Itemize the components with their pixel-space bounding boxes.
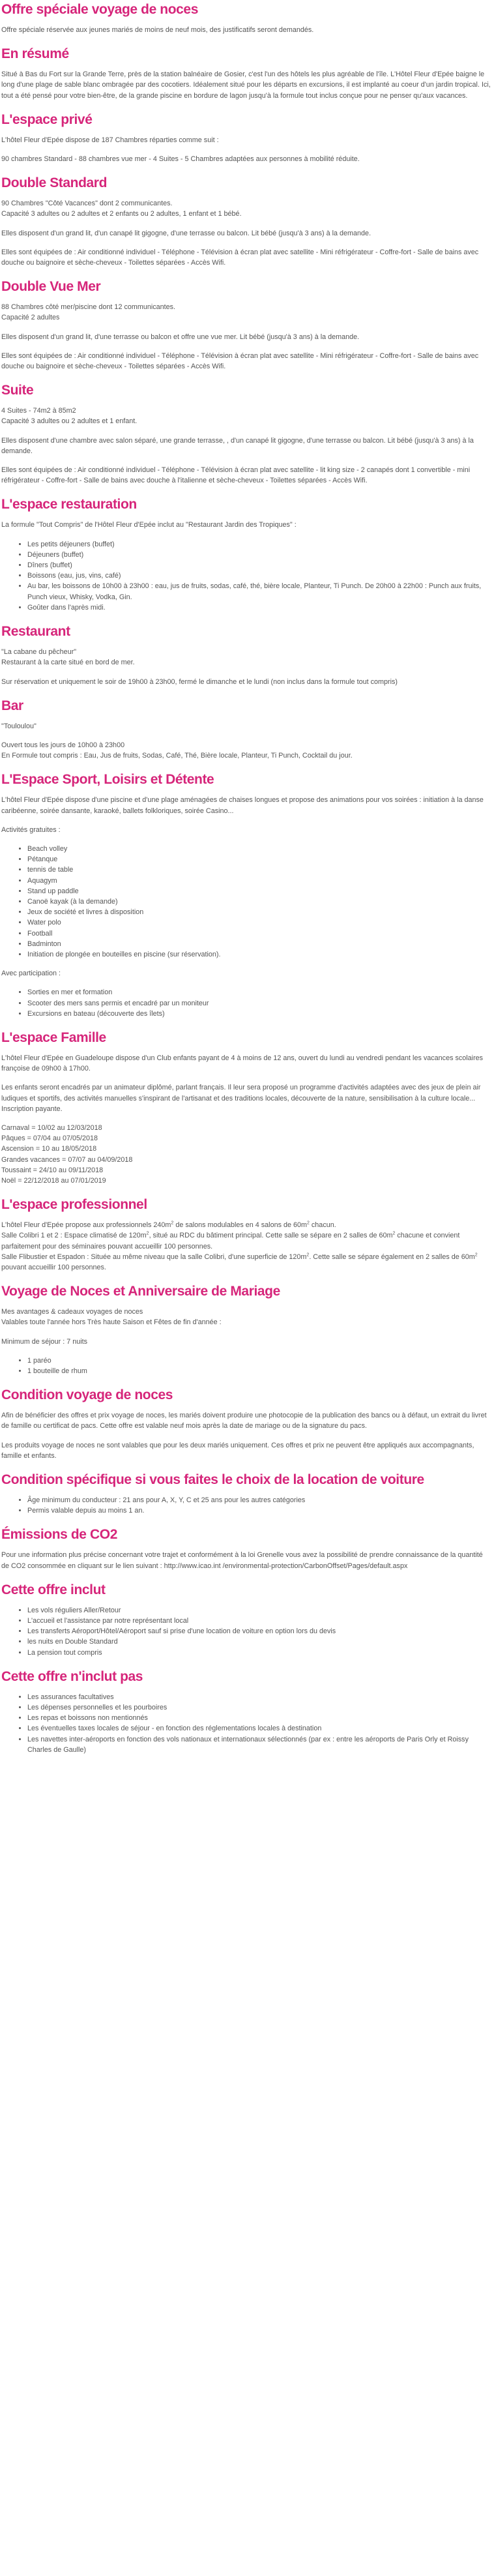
famille-date: Pâques = 07/04 au 07/05/2018 bbox=[1, 1134, 98, 1143]
condition-voiture-title: Condition spécifique si vous faites le choix de la location de voiture bbox=[1, 1472, 424, 1488]
restauration-title: L'espace restauration bbox=[1, 497, 137, 512]
list-item: • Canoë kayak (à la demande) bbox=[27, 896, 491, 907]
double-vue-mer-line4: Elles sont équipées de : Air conditionné individuel - Téléphone - Télévision à écran plat avec satellite - Mini réfrigérateur - Coffre-fort - Salle de bains avec douche ou baignoire et sèche-cheveux - Toilettes séparées - Accès Wifi. bbox=[1, 351, 479, 371]
list-item: • Les éventuelles taxes locales de séjour - en fonction des réglementations locales à destination bbox=[27, 1723, 491, 1734]
list-item: • Pétanque bbox=[27, 854, 491, 865]
offre-speciale-text: Offre spéciale réservée aux jeunes mariés de moins de neuf mois, des justificatifs seront demandés. bbox=[1, 26, 314, 34]
famille-title: L'espace Famille bbox=[1, 1029, 106, 1045]
list-item: • Boissons (eau, jus, vins, café) bbox=[27, 570, 491, 581]
list-item: • Stand up paddle bbox=[27, 886, 491, 896]
list-item: • Permis valable depuis au moins 1 an. bbox=[27, 1505, 491, 1516]
inclut-title: Cette offre inclut bbox=[1, 1582, 106, 1597]
list-item: • Les navettes inter-aéroports en fonction des vols nationaux et internationaux sélectionnés (par ex : entre les aéroports de Paris Orly et Roissy Charles de Gaulle) bbox=[27, 1734, 491, 1755]
list-item: • Badminton bbox=[27, 939, 491, 949]
espace-prive-line1: L'hôtel Fleur d'Epée dispose de 187 Chambres réparties comme suit : bbox=[1, 136, 219, 144]
list-item: • Les repas et boissons non mentionnés bbox=[27, 1713, 491, 1723]
espace-prive-line2: 90 chambres Standard - 88 chambres vue mer - 4 Suites - 5 Chambres adaptées aux personnes à mobilité réduite. bbox=[1, 155, 360, 164]
professionnel-text2: Salle Colibri 1 et 2 : Espace climatisé de $120m^2$, situé au RDC du bâtiment principal. Cette salle se sépare en 2 salles de $60m^2$ chacune et convient parfaitement pour des séminaires pouvant accueillir 100 personnes. bbox=[1, 1231, 460, 1251]
condition-noces-text1: Afin de bénéficier des offres et prix voyage de noces, les mariés doivent produire une photocopie de la publication des bancs ou à défaut, un extrait du livret de famille ou certificat de pacs. Cette offre est valable neuf mois après la date de mariage ou de la signature du pacs. bbox=[1, 1412, 487, 1430]
list-item: • Scooter des mers sans permis et encadré par un moniteur bbox=[27, 998, 491, 1009]
restaurant-line1: "La cabane du pêcheur" bbox=[1, 648, 77, 657]
list-item: • Dîners (buffet) bbox=[27, 560, 491, 570]
sport-paid-list bbox=[1, 987, 491, 1019]
noces-list bbox=[1, 1355, 491, 1376]
noces-line2: Valables toute l'année hors Très haute Saison et Fêtes de fin d'année : bbox=[1, 1318, 222, 1327]
list-item: • Au bar, les boissons de 10h00 à 23h00 : eau, jus de fruits, sodas, café, thé, bière locale, Planteur, Ti Punch. De 20h00 à 22h00 : Punch aux fruits, Punch vieux, Whisky, Vodka, Gin. bbox=[27, 581, 491, 602]
suite-line2: Capacité 3 adultes ou 2 adultes et 1 enfant. bbox=[1, 417, 138, 426]
resume-title: En résumé bbox=[1, 46, 69, 62]
list-item: • Déjeuners (buffet) bbox=[27, 550, 491, 560]
sport-free-list bbox=[1, 844, 491, 960]
double-vue-mer-line1: 88 Chambres côté mer/piscine dont 12 communicantes. bbox=[1, 303, 176, 312]
list-item: • Les assurances facultatives bbox=[27, 1692, 491, 1702]
list-item: • Excursions en bateau (découverte des îlets) bbox=[27, 1009, 491, 1019]
noces-line1: Mes avantages & cadeaux voyages de noces bbox=[1, 1308, 143, 1316]
list-item: • Beach volley bbox=[27, 844, 491, 854]
condition-noces-text2: Les produits voyage de noces ne sont valables que pour les deux mariés uniquement. Ces offres et prix ne peuvent être appliqués aux accompagnants, famille et enfants. bbox=[1, 1441, 474, 1460]
famille-date: Grandes vacances = 07/07 au 04/09/2018 bbox=[1, 1155, 133, 1164]
double-standard-line2: Capacité 3 adultes ou 2 adultes et 2 enfants ou 2 adultes, 1 enfant et 1 bébé. bbox=[1, 210, 242, 218]
bar-line3: En Formule tout compris : Eau, Jus de fruits, Sodas, Café, Thé, Bière locale, Planteur, Ti Punch, Cocktail du jour. bbox=[1, 752, 353, 760]
bar-line2: Ouvert tous les jours de 10h00 à 23h00 bbox=[1, 741, 125, 749]
list-item: • tennis de table bbox=[27, 865, 491, 875]
noces-line3: Minimum de séjour : 7 nuits bbox=[1, 1337, 88, 1346]
restaurant-line2: Restaurant à la carte situé en bord de mer. bbox=[1, 659, 135, 667]
sport-title: L'Espace Sport, Loisirs et Détente bbox=[1, 772, 214, 788]
professionnel-title: L'espace professionnel bbox=[1, 1197, 147, 1213]
famille-date: Noël = 22/12/2018 au 07/01/2019 bbox=[1, 1177, 106, 1185]
double-standard-line4: Elles sont équipées de : Air conditionné individuel - Téléphone - Télévision à écran plat avec satellite - Mini réfrigérateur - Coffre-fort - Salle de bains avec douche ou baignoire et sèche-cheveux - Toilettes séparées - Accès Wifi. bbox=[1, 248, 479, 267]
professionnel-text3: Salle Flibustier et Espadon : Située au même niveau que la salle Colibri, d'une superficie de $120m^2$. Cette salle se sépare également en 2 salles de $60m^2$ pouvant accueillir 100 personnes. bbox=[1, 1252, 478, 1272]
co2-title: Émissions de CO2 bbox=[1, 1527, 117, 1543]
suite-line1: 4 Suites - 74m2 à 85m2 bbox=[1, 407, 76, 415]
suite-title: Suite bbox=[1, 383, 34, 398]
condition-voiture-list bbox=[1, 1495, 491, 1516]
ninclut-title: Cette offre n'inclut pas bbox=[1, 1668, 143, 1684]
famille-date: Carnaval = 10/02 au 12/03/2018 bbox=[1, 1123, 102, 1132]
list-item: • La pension tout compris bbox=[27, 1648, 491, 1658]
list-item: • Water polo bbox=[27, 917, 491, 928]
list-item: • Initiation de plongée en bouteilles en piscine (sur réservation). bbox=[27, 949, 491, 960]
restauration-intro: La formule "Tout Compris" de l'Hôtel Fleur d'Epée inclut au "Restaurant Jardin des Tropiques" : bbox=[1, 521, 297, 529]
list-item: • Les vols réguliers Aller/Retour bbox=[27, 1605, 491, 1616]
double-vue-mer-line3: Elles disposent d'un grand lit, d'une terrasse ou balcon et offre une vue mer. Lit bébé (jusqu'à 3 ans) à la demande. bbox=[1, 333, 360, 341]
double-standard-title: Double Standard bbox=[1, 175, 108, 191]
double-standard-line1: 90 Chambres "Côté Vacances" dont 2 communicantes. bbox=[1, 200, 173, 208]
suite-line4: Elles sont équipées de : Air conditionné individuel - Téléphone - Télévision à écran plat avec satellite - lit king size - 2 canapés dont 1 convertible - mini réfrigérateur - Coffre-fort - Salle de bains avec douche à l'italienne et sèche-cheveux - Toilettes séparées - Accès Wifi. bbox=[1, 466, 471, 485]
list-item: • Goûter dans l'après midi. bbox=[27, 602, 491, 613]
list-item: • Jeux de société et livres à disposition bbox=[27, 907, 491, 917]
list-item: • Âge minimum du conducteur : 21 ans pour A, X, Y, C et 25 ans pour les autres catégories bbox=[27, 1495, 491, 1505]
inclut-list bbox=[1, 1605, 491, 1658]
list-item: • Les dépenses personnelles et les pourboires bbox=[27, 1702, 491, 1713]
list-item: • 1 paréo bbox=[27, 1355, 491, 1366]
bar-title: Bar bbox=[1, 698, 23, 713]
restauration-list bbox=[1, 539, 491, 613]
sport-free-label: Activités gratuites : bbox=[1, 825, 61, 834]
famille-text1: L'hôtel Fleur d'Epée en Guadeloupe dispose d'un Club enfants payant de 4 à moins de 12 ans, ouvert du lundi au vendredi pendant les vacances scolaires françoise de 09h00 à 17h00. bbox=[1, 1054, 484, 1073]
condition-noces-title: Condition voyage de noces bbox=[1, 1387, 173, 1403]
offre-speciale-title: Offre spéciale voyage de noces bbox=[1, 2, 198, 17]
list-item: • Sorties en mer et formation bbox=[27, 987, 491, 998]
sport-paid-label: Avec participation : bbox=[1, 970, 61, 978]
restaurant-title: Restaurant bbox=[1, 624, 70, 640]
list-item: • 1 bouteille de rhum bbox=[27, 1366, 491, 1376]
ninclut-list bbox=[1, 1692, 491, 1755]
bar-line1: "Touloulou" bbox=[1, 722, 36, 730]
noces-title: Voyage de Noces et Anniversaire de Mariage bbox=[1, 1284, 280, 1299]
double-vue-mer-title: Double Vue Mer bbox=[1, 279, 101, 295]
famille-text2: Les enfants seront encadrés par un animateur diplômé, parlant français. Il leur sera proposé un programme d'activités adaptées avec des jeux de plein air ludiques et sportifs, des activités manuelles s'inspirant de l'artisanat et des traditions locales, découverte de la nature, sensibilisation à la culture locale... Inscription payante. bbox=[1, 1084, 481, 1113]
famille-date: Toussaint = 24/10 au 09/11/2018 bbox=[1, 1166, 104, 1174]
restaurant-line3: Sur réservation et uniquement le soir de 19h00 à 23h00, fermé le dimanche et le lundi (non inclus dans la formule tout compris) bbox=[1, 677, 398, 686]
suite-line3: Elles disposent d'une chambre avec salon séparé, une grande terrasse, , d'un canapé lit gigogne, d'une terrasse ou balcon. Lit bébé (jusqu'à 3 ans) à la demande. bbox=[1, 436, 474, 455]
double-vue-mer-line2: Capacité 2 adultes bbox=[1, 314, 60, 322]
espace-prive-title: L'espace privé bbox=[1, 111, 93, 127]
list-item: • L'accueil et l'assistance par notre représentant local bbox=[27, 1616, 491, 1626]
sport-intro: L'hôtel Fleur d'Epée dispose d'une piscine et d'une plage aménagées de chaises longues et propose des animations pour vos soirées : initiation à la danse caribéenne, soirée dansante, karaoké, ballets folkloriques, soirée Casino... bbox=[1, 796, 484, 815]
professionnel-text1: L'hôtel Fleur d'Epée propose aux professionnels $240m^2$ de salons modulables en 4 salons de $60m^2$ chacun. bbox=[1, 1221, 336, 1230]
list-item: • Les petits déjeuners (buffet) bbox=[27, 539, 491, 550]
list-item: • Aquagym bbox=[27, 876, 491, 886]
famille-date: Ascension = 10 au 18/05/2018 bbox=[1, 1145, 97, 1153]
list-item: • Les transferts Aéroport/Hôtel/Aéroport sauf si prise d'une location de voiture en option lors du devis bbox=[27, 1626, 491, 1636]
co2-text: Pour une information plus précise concernant votre trajet et conformément à la loi Grenelle vous avez la possibilité de prendre connaissance de la quantité de CO2 consommée en cliquant sur le lien suivant : http://www.icao.int /environmental-protection/CarbonOffset/Pages/default.aspx bbox=[1, 1551, 483, 1570]
double-standard-line3: Elles disposent d'un grand lit, d'un canapé lit gigogne, d'une terrasse ou balcon. Lit bébé (jusqu'à 3 ans) à la demande. bbox=[1, 229, 371, 237]
list-item: • Football bbox=[27, 928, 491, 939]
resume-text: Situé à Bas du Fort sur la Grande Terre, près de la station balnéaire de Gosier, c'est l'un des hôtels les plus agréable de l'île. L'Hôtel Fleur d'Epée baigne le long d'une plage de sable blanc ombragée par des cocotiers. Idéalement situé pour les départs en excursions, il est implanté au coeur d'un jardin tropical. Ici, tout a été pensé pour votre bien-être, de la grande piscine en bordure de lagon jusqu'à la formule tout inclus conçue pour ne penser qu'aux vacances. bbox=[1, 70, 491, 100]
list-item: • les nuits en Double Standard bbox=[27, 1636, 491, 1647]
